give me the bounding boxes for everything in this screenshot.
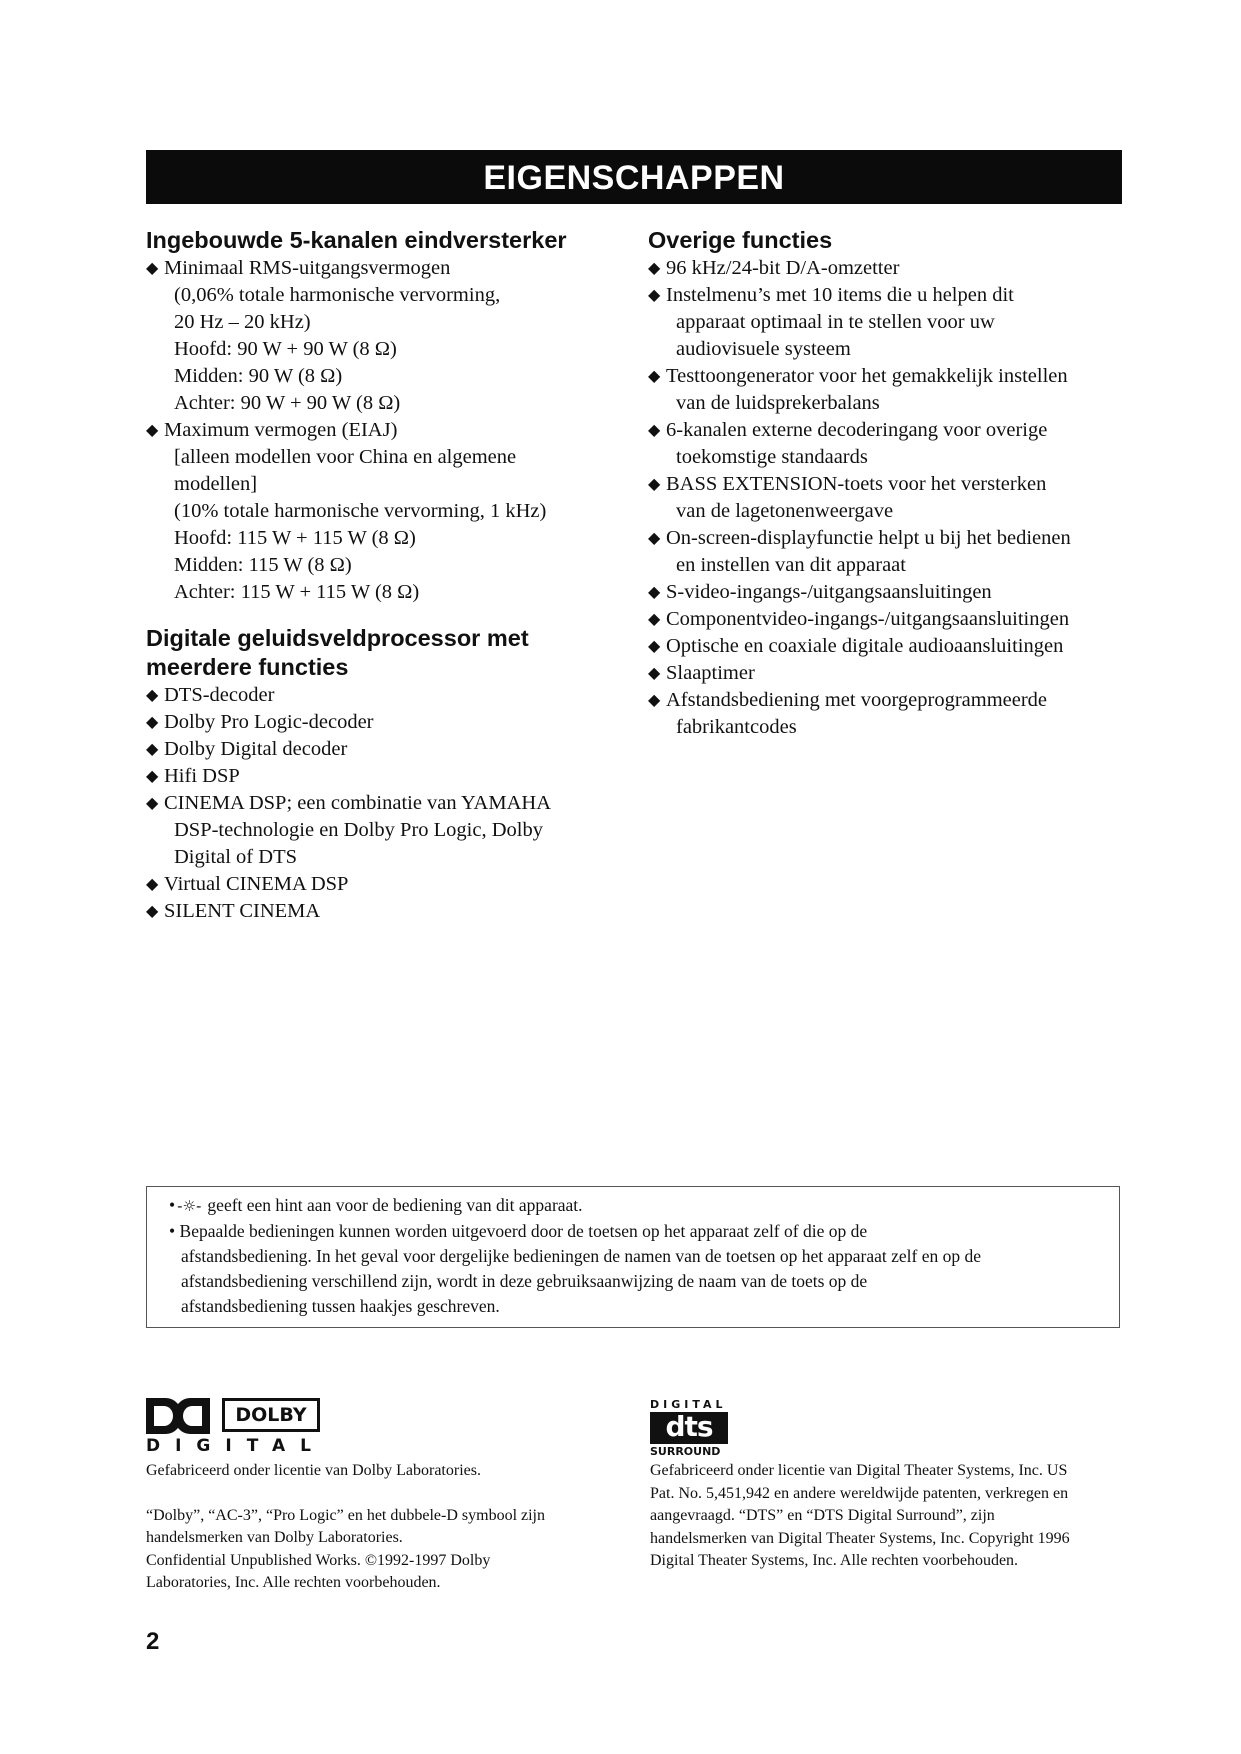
list-item-continuation: van de lagetonenweergave	[676, 500, 894, 522]
other-features-list	[648, 255, 1128, 741]
dolby-digital-word: DIGITAL	[146, 1436, 326, 1456]
list-item-text: Minimaal RMS-uitgangsvermogen	[164, 257, 451, 279]
list-item-continuation: toekomstige standaards	[676, 446, 868, 468]
note-item-controls	[159, 1219, 1107, 1319]
list-item-continuation: 20 Hz – 20 kHz)	[174, 311, 311, 333]
list-item	[648, 255, 1128, 282]
diamond-bullet-icon: ◆	[648, 260, 661, 277]
diamond-bullet-icon: ◆	[146, 876, 159, 893]
dts-logo-top: DIGITAL	[650, 1398, 727, 1411]
dolby-wordmark: DOLBY	[222, 1398, 320, 1432]
double-d-icon	[146, 1398, 210, 1434]
notes-box	[146, 1186, 1120, 1328]
list-item-continuation: apparaat optimaal in te stellen voor uw	[676, 311, 995, 333]
list-item-text: On-screen-displayfunctie helpt u bij het bedienen	[666, 527, 1071, 549]
list-item	[648, 525, 1128, 552]
amplifier-list	[146, 255, 646, 606]
diamond-bullet-icon: ◆	[648, 422, 661, 439]
section-heading-amplifier: Ingebouwde 5-kanalen eindversterker	[146, 227, 567, 253]
dolby-digital-logo	[146, 1392, 326, 1460]
note-line: afstandsbediening verschillend zijn, wordt in deze gebruiksaanwijzing de naam van de toets op de	[181, 1271, 868, 1291]
diamond-bullet-icon: ◆	[146, 714, 159, 731]
list-item-text: S-video-ingangs-/uitgangsaansluitingen	[666, 581, 992, 603]
list-item	[648, 471, 1128, 498]
diamond-bullet-icon: ◆	[648, 692, 661, 709]
list-item-continuation: modellen]	[174, 473, 258, 495]
diamond-bullet-icon: ◆	[648, 665, 661, 682]
diamond-bullet-icon: ◆	[146, 260, 159, 277]
diamond-bullet-icon: ◆	[146, 687, 159, 704]
list-item-text: Componentvideo-ingangs-/uitgangsaansluitingen	[666, 608, 1070, 630]
list-item-text: Maximum vermogen (EIAJ)	[164, 419, 398, 441]
diamond-bullet-icon: ◆	[146, 795, 159, 812]
diamond-bullet-icon: ◆	[648, 611, 661, 628]
dts-license-text: Gefabriceerd onder licentie van Digital Theater Systems, Inc. US Pat. No. 5,451,942 en andere wereldwijde patenten, verkregen en aangevraagd. “DTS” en “DTS Digital Surround”, zijn handelsmerken van Digital Theater Systems, Inc. Copyright 1996 Digital Theater Systems, Inc. Alle rechten voorbehouden.	[650, 1462, 1070, 1569]
list-item-continuation: (0,06% totale harmonische vervorming,	[174, 284, 501, 306]
list-item-continuation: fabrikantcodes	[676, 716, 797, 738]
list-item-text: Afstandsbediening met voorgeprogrammeerde	[666, 689, 1048, 711]
list-item	[146, 682, 646, 709]
section-heading-dsp-line2: meerdere functies	[146, 654, 349, 680]
list-item-text: CINEMA DSP; een combinatie van YAMAHA	[164, 792, 551, 814]
section-heading-dsp	[146, 624, 646, 682]
dsp-list	[146, 682, 646, 925]
list-item	[146, 898, 646, 925]
note-line: afstandsbediening. In het geval voor dergelijke bedieningen de namen van de toetsen op het apparaat zelf en op de	[181, 1246, 982, 1266]
diamond-bullet-icon: ◆	[146, 741, 159, 758]
section-heading-other: Overige functies	[648, 227, 833, 253]
diamond-bullet-icon: ◆	[648, 584, 661, 601]
list-item	[648, 633, 1128, 660]
note-line: • Bepaalde bedieningen kunnen worden uitgevoerd door de toetsen op het apparaat zelf of die op de	[169, 1221, 868, 1241]
list-item	[648, 660, 1128, 687]
dts-logo	[650, 1392, 790, 1460]
list-item-continuation: Midden: 90 W (8 Ω)	[174, 365, 343, 387]
list-item-continuation: Midden: 115 W (8 Ω)	[174, 554, 352, 576]
note-hint-text: geeft een hint aan voor de bediening van dit apparaat.	[207, 1195, 583, 1215]
diamond-bullet-icon: ◆	[648, 287, 661, 304]
list-item-text: Dolby Pro Logic-decoder	[164, 711, 374, 733]
list-item-text: Virtual CINEMA DSP	[164, 873, 349, 895]
list-item-text: 96 kHz/24-bit D/A-omzetter	[666, 257, 900, 279]
list-item-text: Optische en coaxiale digitale audioaansluitingen	[666, 635, 1064, 657]
dolby-license-text: Gefabriceerd onder licentie van Dolby Laboratories. “Dolby”, “AC-3”, “Pro Logic” en het dubbele-D symbool zijn handelsmerken van Dolby Laboratories. Confidential Unpublished Works. ©1992-1997 Dolby Laboratories, Inc. Alle rechten voorbehouden.	[146, 1462, 545, 1591]
dts-logo-main: dts	[650, 1412, 728, 1444]
dts-license-block	[650, 1392, 1126, 1573]
page-number: 2	[146, 1628, 160, 1655]
hint-lightbulb-icon: -☼-	[177, 1197, 202, 1215]
list-item	[648, 282, 1128, 309]
list-item	[648, 606, 1128, 633]
diamond-bullet-icon: ◆	[648, 530, 661, 547]
list-item-continuation: Digital of DTS	[174, 846, 297, 868]
list-item-text: Instelmenu’s met 10 items die u helpen dit	[666, 284, 1014, 306]
list-item-continuation: Achter: 90 W + 90 W (8 Ω)	[174, 392, 401, 414]
list-item-text: Testtoongenerator voor het gemakkelijk instellen	[666, 365, 1068, 387]
list-item-continuation: en instellen van dit apparaat	[676, 554, 906, 576]
list-item-continuation: van de luidsprekerbalans	[676, 392, 880, 414]
list-item-text: DTS-decoder	[164, 684, 275, 706]
section-heading-dsp-line1: Digitale geluidsveldprocessor met	[146, 625, 529, 651]
list-item	[146, 417, 646, 444]
list-item	[146, 763, 646, 790]
list-item-text: Hifi DSP	[164, 765, 240, 787]
diamond-bullet-icon: ◆	[146, 768, 159, 785]
diamond-bullet-icon: ◆	[146, 422, 159, 439]
list-item	[648, 417, 1128, 444]
list-item-continuation: Hoofd: 90 W + 90 W (8 Ω)	[174, 338, 397, 360]
diamond-bullet-icon: ◆	[648, 476, 661, 493]
list-item-continuation: (10% totale harmonische vervorming, 1 kHz)	[174, 500, 547, 522]
list-item	[146, 255, 646, 282]
list-item	[146, 736, 646, 763]
note-item-hint: • -☼- geeft een hint aan voor de bediening van dit apparaat.	[159, 1193, 1107, 1219]
list-item	[648, 687, 1128, 714]
dolby-license-block	[146, 1392, 606, 1595]
list-item	[146, 871, 646, 898]
diamond-bullet-icon: ◆	[648, 368, 661, 385]
list-item-text: 6-kanalen externe decoderingang voor overige	[666, 419, 1048, 441]
title-banner	[146, 150, 1122, 204]
page-title: EIGENSCHAPPEN	[483, 159, 785, 197]
dts-logo-bottom: SURROUND	[650, 1445, 721, 1458]
left-column	[146, 226, 646, 925]
list-item-text: Slaaptimer	[666, 662, 755, 684]
right-column	[648, 226, 1128, 741]
diamond-bullet-icon: ◆	[146, 903, 159, 920]
list-item	[146, 790, 646, 817]
list-item-continuation: Achter: 115 W + 115 W (8 Ω)	[174, 581, 420, 603]
list-item-continuation: Hoofd: 115 W + 115 W (8 Ω)	[174, 527, 416, 549]
note-line: afstandsbediening tussen haakjes geschreven.	[181, 1296, 500, 1316]
list-item-text: Dolby Digital decoder	[164, 738, 348, 760]
list-item-continuation: DSP-technologie en Dolby Pro Logic, Dolby	[174, 819, 543, 841]
list-item-text: BASS EXTENSION-toets voor het versterken	[666, 473, 1047, 495]
list-item	[648, 579, 1128, 606]
list-item	[648, 363, 1128, 390]
list-item-continuation: audiovisuele systeem	[676, 338, 851, 360]
list-item	[146, 709, 646, 736]
list-item-continuation: [alleen modellen voor China en algemene	[174, 446, 517, 468]
diamond-bullet-icon: ◆	[648, 638, 661, 655]
list-item-text: SILENT CINEMA	[164, 900, 321, 922]
